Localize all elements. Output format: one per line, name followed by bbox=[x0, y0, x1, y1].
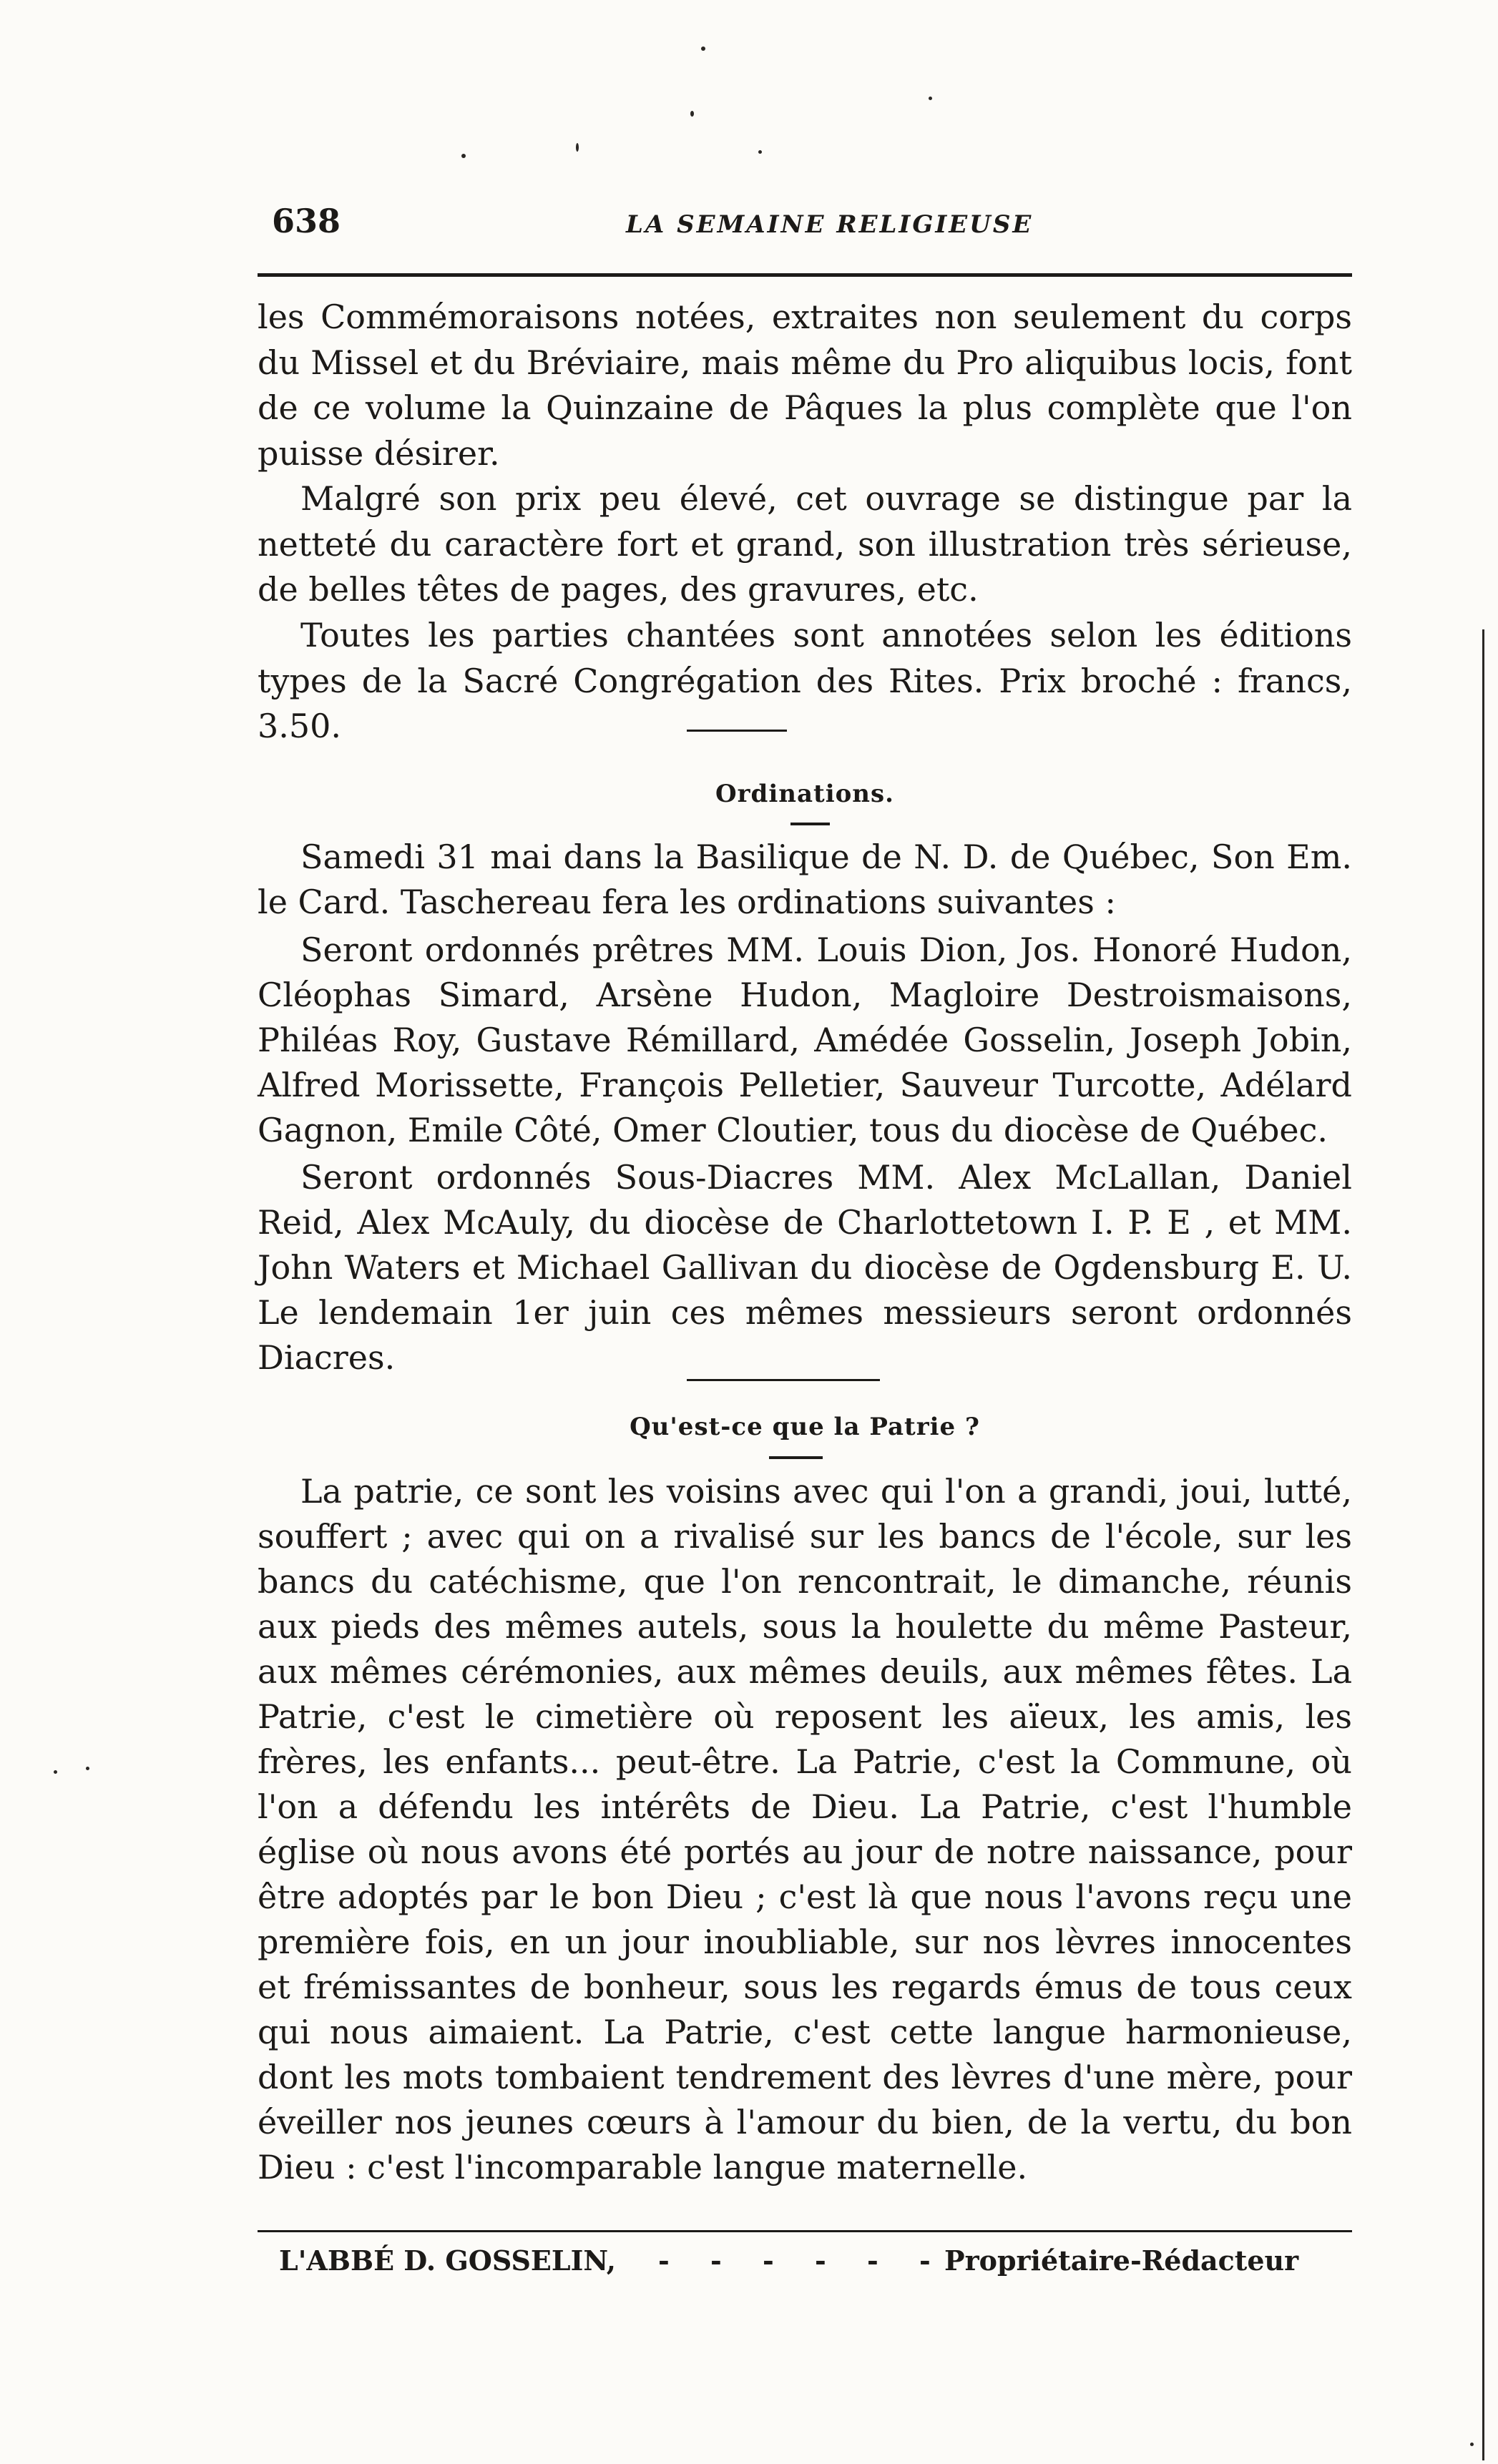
author-role: Propriétaire-Rédacteur bbox=[944, 2244, 1299, 2277]
dot-leaders: - - - - - - bbox=[658, 2244, 946, 2277]
intro-paragraph-1: les Commémoraisons notées, extraites non seulement du corps du Missel et du Bréviaire, mais même du Pro aliquibus locis, font de ce volume la Quinzaine de Pâques la plus complète que l'on puisse désirer. bbox=[258, 298, 1352, 473]
paper-speck bbox=[929, 97, 932, 100]
paper-speck bbox=[461, 154, 466, 158]
ordinations-paragraph-1: Samedi 31 mai dans la Basilique de N. D. de Québec, Son Em. le Card. Taschereau fera les ordinations suivantes : bbox=[258, 838, 1352, 921]
paper-speck bbox=[1470, 2443, 1474, 2446]
paper-speck bbox=[86, 1767, 89, 1770]
author-name: L'ABBÉ D. GOSSELIN, bbox=[279, 2244, 616, 2277]
header-rule bbox=[258, 273, 1352, 277]
section-divider bbox=[687, 730, 787, 732]
intro-paragraph-3: Toutes les parties chantées sont annotées selon les éditions types de la Sacré Congrégation des Rites. Prix broché : francs, 3.50. bbox=[258, 616, 1352, 745]
patrie-paragraph: La patrie, ce sont les voisins avec qui l'on a grandi, joui, lutté, souffert ; avec qui on a rivalisé sur les bancs de l'école, sur les bancs du catéchisme, que l'on rencontrait, le dimanche, réunis aux pieds des mêmes autels, sous la houlette du même Pasteur, aux mêmes cérémonies, aux mêmes deuils, aux mêmes fêtes. La Patrie, c'est le cimetière où reposent les aïeux, les amis, les frères, les enfants... peut-être. La Patrie, c'est la Commune, où l'on a défendu les intérêts de Dieu. La Patrie, c'est l'humble église où nous avons été portés au jour de notre naissance, pour être adoptés par le bon Dieu ; c'est là que nous l'avons reçu une première fois, en un jour inoubliable, sur nos lèvres innocentes et frémissantes de bonheur, sous les regards émus de tous ceux qui nous aimaient. La Patrie, c'est cette langue harmonieuse, dont les mots tombaient tendrement des lèvres d'une mère, pour éveiller nos jeunes cœurs à l'amour du bien, de la vertu, du bon Dieu : c'est l'incomparable langue maternelle. bbox=[258, 1472, 1352, 2186]
page-number: 638 bbox=[272, 202, 341, 240]
heading-dash bbox=[769, 1456, 823, 1459]
paper-speck bbox=[701, 46, 705, 51]
page-edge-shadow bbox=[1482, 629, 1484, 2460]
paper-speck bbox=[690, 111, 694, 117]
patrie-heading: Qu'est-ce que la Patrie ? bbox=[630, 1413, 980, 1441]
intro-paragraph-2: Malgré son prix peu élevé, cet ouvrage se distingue par la netteté du caractère fort et grand, son illustration très sérieuse, de belles têtes de pages, des gravures, etc. bbox=[258, 479, 1352, 609]
paper-speck bbox=[576, 143, 579, 152]
ordinations-paragraph-3: Seront ordonnés Sous-Diacres MM. Alex McLallan, Daniel Reid, Alex McAuly, du diocèse de Charlottetown I. P. E , et MM. John Waters et Michael Gallivan du diocèse de Ogdensburg E. U. Le lendemain 1er juin ces mêmes messieurs seront ordonnés Diacres. bbox=[258, 1158, 1352, 1377]
ordinations-paragraph-2: Seront ordonnés prêtres MM. Louis Dion, Jos. Honoré Hudon, Cléophas Simard, Arsène Hudon, Magloire Destroismaisons, Philéas Roy, Gustave Rémillard, Amédée Gosselin, Joseph Jobin, Alfred Morissette, François Pelletier, Sauveur Turcotte, Adélard Gagnon, Emile Côté, Omer Cloutier, tous du diocèse de Québec. bbox=[258, 931, 1352, 1149]
running-title: LA SEMAINE RELIGIEUSE bbox=[626, 210, 1034, 239]
footer-rule bbox=[258, 2230, 1352, 2232]
paper-speck bbox=[54, 1770, 57, 1774]
paper-speck bbox=[758, 150, 762, 154]
ordinations-heading: Ordinations. bbox=[715, 780, 894, 808]
heading-dash bbox=[790, 823, 830, 825]
section-divider bbox=[687, 1379, 880, 1381]
